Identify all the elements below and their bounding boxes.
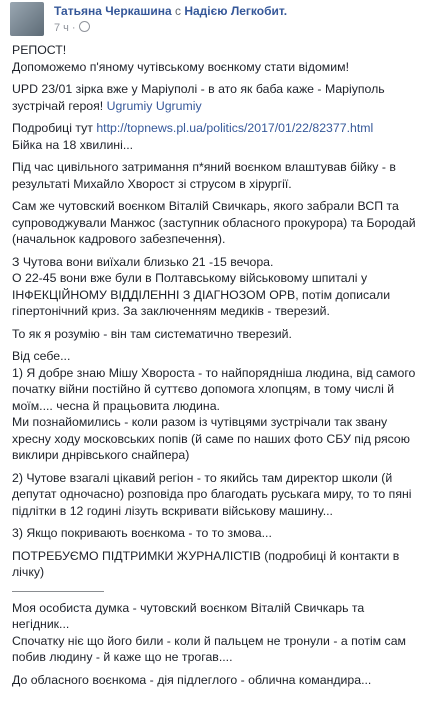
post-line: Від себе... bbox=[12, 349, 71, 363]
meta-dot: · bbox=[71, 22, 76, 34]
with-word: с bbox=[174, 4, 181, 18]
post-meta bbox=[54, 21, 90, 34]
post-line: 1) Я добре знаю Мішу Хвороста - то найпорядніша людина, від самого bbox=[12, 365, 416, 380]
post-line: депутат одночасно) розповіда про благодать руськага миру, то то пяні bbox=[12, 487, 412, 501]
source-url-link[interactable]: http://topnews.pl.ua/politics/2017/01/22/82377.html bbox=[96, 121, 374, 135]
post-line: початку війни постійно й суттєво допомога хлопцям, в тому числі й bbox=[12, 382, 395, 396]
post-text: Подробиці тут bbox=[12, 121, 93, 135]
post-line: результаті Михайло Хворост зі струсом в хірургії. bbox=[12, 176, 292, 191]
post-line bbox=[12, 98, 420, 115]
author-name-link[interactable]: Татьяна Черкашина bbox=[54, 4, 172, 18]
post-line: (начальнок кадрового забезпечення). bbox=[12, 232, 226, 246]
post-content bbox=[0, 42, 430, 688]
post-line: 3) Якщо покривають воєнкома - то то змова... bbox=[12, 526, 272, 540]
post-line: З Чутова вони виїхали близько 21 -15 вечора. bbox=[12, 254, 274, 269]
post-timestamp-link[interactable]: 7 ч bbox=[54, 22, 69, 34]
post-line: ІНФЕКЦІЙНОМУ ВІДДІЛЕННІ З ДІАГНОЗОМ ОРВ, потім дописали bbox=[12, 287, 391, 302]
post-line: О 22-45 вони вже були в Полтавському військовому шпиталі у bbox=[12, 271, 368, 285]
post-line: супроводжували Манжос (заступник обласного прокурора) та Бородай bbox=[12, 215, 416, 230]
post-line: лічку) bbox=[12, 565, 45, 579]
post-author-line bbox=[54, 4, 287, 18]
post-line: Спочатку ніє що його били - коли й пальцем не тронули - а потім сам bbox=[12, 633, 406, 648]
post-line: До обласного воєнкома - дія підлеглого - облична командира... bbox=[12, 672, 372, 687]
post-line: Бійка на 18 хвилині... bbox=[12, 137, 134, 152]
post-line: хресну ходу московських попів (й саме по наших фото СБУ під рясою bbox=[12, 431, 410, 446]
post-line: Ми познайомились - коли разом із чутівцями зустрічали так звану bbox=[12, 415, 388, 429]
author-avatar[interactable] bbox=[10, 2, 44, 36]
post-line: РЕПОСТ! bbox=[12, 43, 67, 57]
separator-line bbox=[12, 591, 104, 592]
post-line: ПОТРЕБУЄМО ПІДТРИМКИ ЖУРНАЛІСТІВ (подробиці й контакти в bbox=[12, 548, 400, 563]
post-line bbox=[12, 120, 420, 137]
post-header bbox=[0, 0, 430, 42]
post-line: побив людину - й каже що не трогав.... bbox=[12, 650, 233, 664]
post-line: То як я розумію - він там систематично тверезий. bbox=[12, 326, 292, 341]
post-line: Моя особиста думка - чутовский воєнком Віталій Свичкарь та негідник... bbox=[12, 600, 365, 631]
post-line: підлітки в 12 годині лізуть вскривати військову машину... bbox=[12, 503, 333, 518]
post-line: виклири днрівського снайпера) bbox=[12, 448, 190, 462]
globe-icon[interactable] bbox=[79, 21, 90, 32]
post-line: Під час цивільного затримання п*яний воєнком влаштував бійку - в bbox=[12, 160, 396, 174]
mention-link[interactable]: Ugrumiy Ugrumiy bbox=[106, 98, 202, 113]
post-line: гіпертонічний криз. За заключенням медиків - тверезий. bbox=[12, 304, 330, 318]
post-line: Допоможемо п'яному чутівському воєнкому стати відомим! bbox=[12, 59, 349, 74]
post-line: 2) Чутове взагалі цікавий регіон - то якийсь там директор школи (й bbox=[12, 470, 393, 485]
tagged-user-link[interactable]: Надією Легкобит. bbox=[184, 4, 288, 18]
post-line: Сам же чутовский воєнком Віталій Свичкарь, якого забрали ВСП та bbox=[12, 199, 399, 213]
post-line: моїм.... чесна й працьовита людина. bbox=[12, 398, 220, 413]
post-line: UPD 23/01 зірка вже у Маріуполі - в ато як баба каже - Маріуполь bbox=[12, 82, 385, 96]
post-text: зустрічай героя! bbox=[12, 98, 104, 113]
